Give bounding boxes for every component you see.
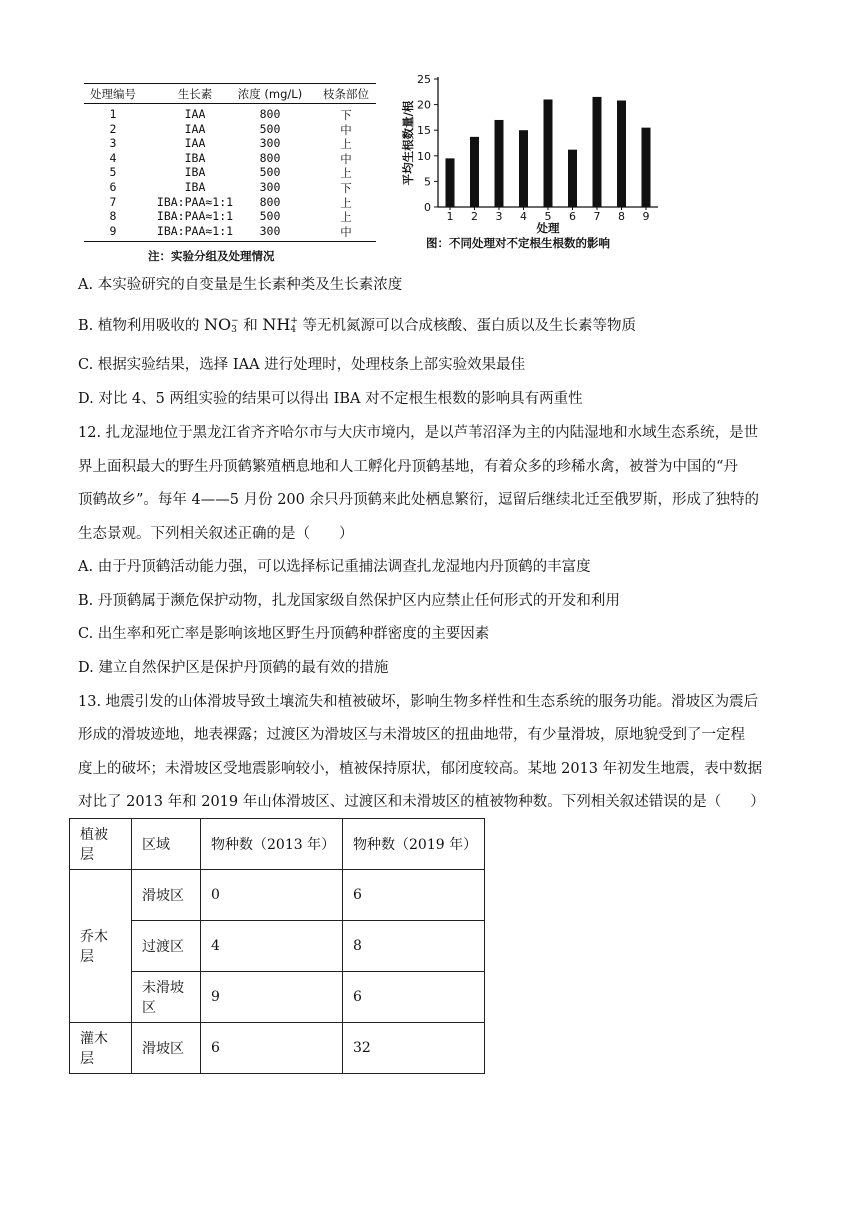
layer-cell: 乔木层 — [70, 870, 132, 1023]
row-id: 1 — [109, 107, 117, 121]
count-2013-cell: 0 — [201, 870, 343, 921]
row-id: 3 — [109, 136, 117, 151]
ammonium-charge: + — [290, 315, 298, 326]
q13-stem-line2: 形成的滑坡迹地，地表裸露；过渡区为滑坡区与未滑坡区的扭曲地带，有少量滑坡，原地貌受到了一定程 — [78, 727, 745, 743]
chart-svg — [396, 70, 666, 255]
row-auxin: IBA:PAA≈1:1 — [156, 194, 234, 209]
row-auxin: IBA — [184, 150, 206, 165]
q12-stem-line4: 生态景观。下列相关叙述正确的是（ ） — [78, 526, 354, 542]
y-tick-label: 10 — [417, 149, 431, 163]
x-tick-label: 8 — [618, 210, 625, 223]
row-auxin: IBA — [184, 180, 206, 194]
y-tick-label: 15 — [417, 124, 431, 138]
header-layer: 植被层 — [70, 819, 132, 870]
row-auxin: IBA — [184, 165, 206, 180]
row-conc: 500 — [259, 165, 281, 180]
bar-2 — [470, 137, 479, 207]
table-row — [84, 180, 376, 193]
q13-stem-line4: 对比了 2013 年和 2019 年山体滑坡区、过渡区和未滑坡区的植被物种数。下列相关叙述错误的是（ ） — [78, 794, 765, 810]
q12-option-b: B. 丹顶鹤属于濒危保护动物，扎龙国家级自然保护区内应禁止任何形式的开发和利用 — [78, 593, 620, 609]
x-tick-label: 4 — [520, 210, 527, 223]
q11-b-prefix: B. 植物利用吸收的 — [78, 318, 204, 334]
q12-option-d: D. 建立自然保护区是保护丹顶鹤的最有效的措施 — [78, 660, 389, 676]
header-2019: 物种数（2019 年） — [343, 819, 485, 870]
row-part: 中 — [340, 151, 352, 166]
row-auxin: IBA:PAA≈1:1 — [156, 209, 234, 224]
count-2019-cell: 6 — [343, 870, 485, 921]
ammonium-sub: 4 — [290, 324, 297, 335]
table-row — [70, 870, 485, 921]
header-part: 枝条部位 — [323, 87, 369, 101]
table-row — [70, 1023, 485, 1074]
count-2019-cell: 6 — [343, 972, 485, 1023]
row-conc: 800 — [259, 107, 281, 121]
row-auxin: IAA — [184, 107, 206, 121]
header-2013: 物种数（2013 年） — [201, 819, 343, 870]
row-auxin: IAA — [184, 136, 206, 151]
nitrate-sub: 3 — [231, 324, 237, 335]
ammonium-text: NH — [262, 315, 291, 334]
x-axis-label: 处理 — [536, 221, 560, 235]
nitrate-text: NO — [203, 315, 232, 334]
y-tick-label: 0 — [424, 201, 431, 214]
root-count-chart — [396, 70, 666, 255]
table-row — [84, 151, 376, 164]
ammonium-formula — [262, 315, 298, 334]
q12-stem-line2: 界上面积最大的野生丹顶鹤繁殖栖息地和人工孵化丹顶鹤基地，有着众多的珍稀水禽，被誉为中国的“丹 — [78, 459, 738, 475]
table-row — [84, 195, 376, 208]
bar-7 — [593, 97, 602, 207]
q11-option-b — [78, 315, 636, 336]
species-table — [69, 818, 485, 1074]
row-conc: 800 — [259, 194, 281, 209]
x-tick-label: 5 — [544, 210, 552, 223]
species-table-header — [70, 819, 485, 870]
q13-stem-line1: 13. 地震引发的山体滑坡导致土壤流失和植被破坏，影响生物多样性和生态系统的服务功能。滑坡区为震后 — [78, 694, 759, 710]
x-tick-label: 6 — [569, 210, 576, 223]
region-cell: 滑坡区 — [132, 1023, 201, 1074]
table-row — [84, 136, 376, 152]
bar-3 — [495, 120, 504, 207]
x-tick-label: 1 — [446, 210, 454, 223]
row-conc: 300 — [259, 223, 281, 238]
count-2013-cell: 6 — [201, 1023, 343, 1074]
q12-stem-line3: 顶鹤故乡”。每年 4——5 月份 200 余只丹顶鹤来此处栖息繁衍，逗留后继续北迁至俄罗斯，形成了独特的 — [78, 492, 759, 508]
header-auxin: 生长素 — [177, 87, 213, 101]
bar-8 — [617, 101, 626, 207]
q12-stem-line1: 12. 扎龙湿地位于黑龙江省齐齐哈尔市与大庆市境内，是以芦苇沼泽为主的内陆湿地和水域生态系统，是世 — [78, 425, 759, 441]
table-row — [84, 165, 376, 181]
q12-option-a: A. 由于丹顶鹤活动能力强，可以选择标记重捕法调查扎龙湿地内丹顶鹤的丰富度 — [78, 559, 591, 575]
q11-option-c: C. 根据实验结果，选择 IAA 进行处理时，处理枝条上部实验效果最佳 — [78, 357, 526, 373]
y-axis-label: 平均生根数量/根 — [401, 100, 415, 186]
q11-b-suffix: 等无机氮源可以合成核酸、蛋白质以及生长素等物质 — [297, 318, 636, 334]
x-tick-label: 7 — [593, 210, 601, 223]
y-tick-label: 20 — [417, 98, 431, 112]
row-part: 上 — [340, 166, 352, 181]
row-id: 2 — [109, 121, 117, 136]
count-2019-cell: 32 — [343, 1023, 485, 1074]
row-id: 9 — [109, 223, 117, 238]
chart-caption: 图：不同处理对不定根生根数的影响 — [426, 236, 610, 250]
table-row — [84, 209, 376, 225]
table-row — [70, 972, 485, 1023]
x-tick-label: 9 — [642, 210, 650, 223]
row-id: 5 — [109, 165, 117, 180]
count-2019-cell: 8 — [343, 921, 485, 972]
y-tick-label: 5 — [424, 175, 431, 189]
table-row — [70, 921, 485, 972]
count-2013-cell: 4 — [201, 921, 343, 972]
row-conc: 800 — [259, 150, 281, 165]
row-conc: 500 — [259, 209, 281, 224]
bar-4 — [519, 130, 528, 207]
row-id: 6 — [109, 180, 117, 194]
row-conc: 300 — [259, 180, 281, 194]
row-part: 上 — [340, 137, 352, 152]
row-id: 7 — [109, 194, 117, 209]
y-tick-label: 25 — [417, 73, 431, 86]
header-region: 区域 — [132, 819, 201, 870]
row-part: 中 — [340, 122, 352, 137]
row-auxin: IBA:PAA≈1:1 — [156, 223, 234, 238]
bar-9 — [642, 128, 651, 207]
bar-5 — [544, 99, 553, 207]
row-id: 4 — [109, 150, 117, 165]
bar-1 — [446, 158, 455, 207]
layer-cell: 灌木层 — [70, 1023, 132, 1074]
q13-stem-line3: 度上的破坏；未滑坡区受地震影响较小，植被保持原状，郁闭度较高。某地 2013 年初发生地震，表中数据 — [78, 761, 763, 777]
q11-option-d: D. 对比 4、5 两组实验的结果可以得出 IBA 对不定根生根数的影响具有两重性 — [78, 391, 583, 407]
nitrate-formula — [204, 315, 239, 334]
table-note: 注：实验分组及处理情况 — [148, 249, 275, 263]
treatment-table-header — [84, 86, 376, 99]
table-row — [84, 224, 376, 237]
region-cell: 过渡区 — [132, 921, 201, 972]
row-part: 下 — [340, 108, 352, 122]
row-part: 上 — [340, 210, 352, 225]
region-cell: 滑坡区 — [132, 870, 201, 921]
region-cell: 未滑坡区 — [132, 972, 201, 1023]
nitrate-charge: − — [231, 315, 239, 326]
row-part: 下 — [340, 181, 352, 195]
header-conc: 浓度 (mg/L) — [237, 87, 303, 101]
row-conc: 500 — [259, 121, 281, 136]
q11-option-a: A. 本实验研究的自变量是生长素种类及生长素浓度 — [78, 277, 403, 293]
x-tick-label: 3 — [495, 210, 503, 223]
table-row — [84, 107, 376, 120]
row-id: 8 — [109, 209, 117, 224]
row-part: 中 — [340, 224, 352, 239]
bar-6 — [568, 150, 577, 207]
row-part: 上 — [340, 195, 352, 210]
row-conc: 300 — [259, 136, 281, 151]
table-row — [84, 122, 376, 135]
x-tick-label: 2 — [471, 210, 478, 223]
count-2013-cell: 9 — [201, 972, 343, 1023]
q12-option-c: C. 出生率和死亡率是影响该地区野生丹顶鹤种群密度的主要因素 — [78, 626, 490, 642]
header-id: 处理编号 — [90, 87, 136, 101]
q11-b-mid: 和 — [238, 318, 263, 334]
row-auxin: IAA — [184, 121, 206, 136]
